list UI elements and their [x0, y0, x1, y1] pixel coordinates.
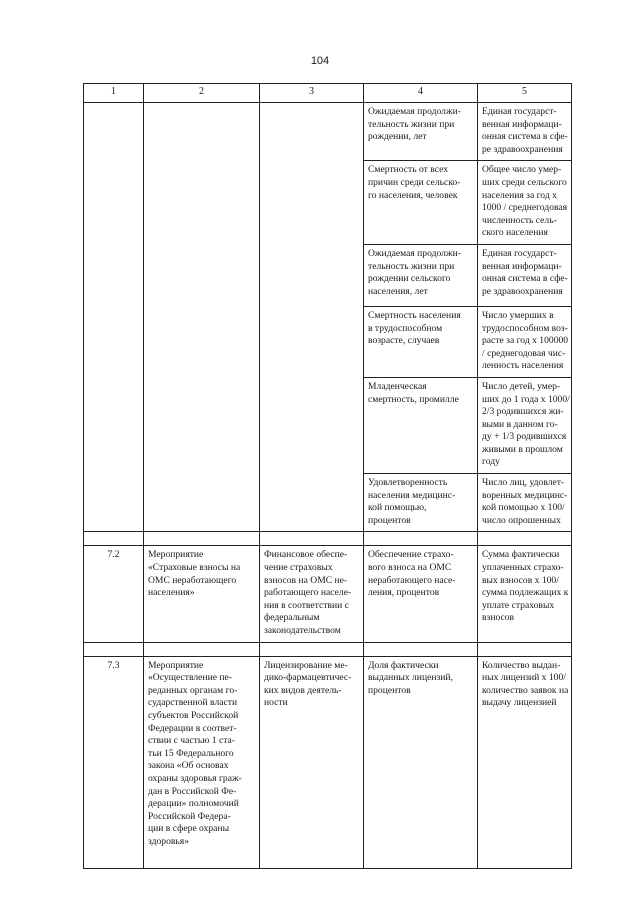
event-cell-line: «Страховые взносы на [148, 562, 241, 574]
method-cell [478, 103, 572, 161]
indicator-cell-line: Обеспечение страхо- [368, 549, 454, 561]
method-cell-line: расте за год х 100000 [482, 335, 569, 347]
indicator-cell-line: смертность, промилле [368, 393, 459, 405]
indicator-cell-line: вого взноса на ОМС [368, 562, 452, 574]
row-number-cell: 7.2 [84, 546, 144, 642]
method-cell-line: живыми в прошлом [482, 443, 563, 455]
indicator-cell-line: рождении, лет [368, 131, 427, 143]
header-col-4: 4 [364, 84, 478, 103]
event-cell [144, 656, 260, 868]
indicator-cell-line: возрасте, случаев [368, 335, 440, 347]
method-cell-line: Единая государст- [482, 247, 557, 259]
event-cell-line: субъектов Российской [148, 709, 239, 721]
empty-cell-description [260, 103, 364, 532]
header-col-5: 5 [478, 84, 572, 103]
method-cell-line: кой помощью х 100/ [482, 502, 565, 514]
row-gap [84, 642, 572, 656]
description-cell-line: взносов на ОМС не- [264, 574, 348, 586]
gap-cell [478, 642, 572, 656]
method-cell [478, 474, 572, 532]
method-cell-line: 1000 / среднегодовая [482, 202, 568, 214]
indicator-cell [364, 103, 478, 161]
description-cell-line: ких видов деятель- [264, 684, 342, 696]
event-cell-line: реданных органам го- [148, 684, 238, 696]
gap-cell [260, 642, 364, 656]
gap-cell [144, 532, 260, 546]
header-col-2: 2 [144, 84, 260, 103]
method-cell-line: году [482, 456, 500, 468]
method-cell-line: уплаченных страхо- [482, 562, 564, 574]
indicator-cell-line: Доля фактически [368, 659, 439, 671]
measures-table [83, 83, 572, 869]
gap-cell [364, 532, 478, 546]
method-cell-line: уплате страховых [482, 599, 555, 611]
method-cell-line: Число детей, умер- [482, 380, 561, 392]
event-cell-line: дан в Российской Фе- [148, 785, 237, 797]
method-cell [478, 161, 572, 245]
method-cell-line: ших среди сельского [482, 176, 567, 188]
indicator-cell-line: Ожидаемая продолжи- [368, 106, 461, 117]
event-cell-line: Мероприятие [148, 549, 204, 561]
indicator-cell-line: тельность жизни при [368, 260, 455, 272]
empty-cell-event [144, 103, 260, 532]
method-cell-line: трудоспособном воз- [482, 322, 568, 334]
indicator-cell-line: населения медицинс- [368, 489, 456, 501]
page-number: 104 [310, 55, 330, 67]
description-cell-line: федеральным [264, 612, 320, 624]
description-cell-line: работающего населе- [264, 587, 352, 599]
indicator-cell-line: Младенческая [368, 380, 427, 392]
indicator-cell-line: населения, лет [368, 285, 428, 297]
method-cell-line: вых взносов х 100/ [482, 574, 559, 586]
method-cell [478, 306, 572, 377]
header-row [84, 84, 572, 103]
method-cell [478, 244, 572, 306]
method-cell-line: Общее число умер- [482, 164, 562, 176]
event-cell-line: ции в сфере охраны [148, 823, 230, 835]
event-cell-line: сударственной власти [148, 697, 238, 709]
event-cell-line: дерации» полномочий [148, 798, 239, 810]
description-cell-line: Лицензирование ме- [264, 659, 348, 671]
description-cell-line: чение страховых [264, 562, 333, 574]
method-cell-line: Число лиц, удовлет- [482, 477, 565, 489]
indicator-cell [364, 244, 478, 306]
method-cell-line: выми в данном го- [482, 418, 558, 430]
method-cell-line: 2/3 родившихся жи- [482, 406, 564, 418]
method-cell-line: ре здравоохранения [482, 143, 563, 155]
gap-cell [478, 532, 572, 546]
description-cell-line: законодательством [264, 625, 341, 636]
method-cell-line: Сумма фактически [482, 549, 560, 561]
method-cell-line: количество заявок на [482, 684, 569, 696]
method-cell-line: взносов [482, 612, 515, 624]
indicator-cell [364, 546, 478, 642]
description-cell-line: ности [264, 697, 288, 709]
gap-cell [84, 642, 144, 656]
gap-cell [364, 642, 478, 656]
method-cell-line: венная информаци- [482, 260, 562, 272]
event-cell-line: здоровья» [148, 835, 190, 847]
method-cell-line: Количество выдан- [482, 659, 561, 671]
row-number-cell: 7.3 [84, 656, 144, 868]
method-cell-line: Число умерших в [482, 309, 554, 321]
indicator-cell-line: процентов [368, 514, 411, 526]
method-cell-line: Единая государст- [482, 106, 557, 117]
description-cell [260, 546, 364, 642]
method-cell-line: ре здравоохранения [482, 285, 563, 297]
event-cell-line: «Осуществление пе- [148, 672, 232, 684]
event-cell-line: Федерации в соответ- [148, 722, 237, 734]
indicator-cell-line: Удовлетворенность [368, 477, 448, 489]
method-cell [478, 656, 572, 868]
indicator-cell-line: рождении сельского [368, 273, 451, 285]
gap-cell [144, 642, 260, 656]
method-cell-line: ленность населения [482, 360, 564, 372]
gap-cell [84, 532, 144, 546]
indicator-cell-line: тельность жизни при [368, 118, 455, 130]
event-cell-line: ствии с частью 1 ста- [148, 735, 235, 747]
table-row [84, 546, 572, 642]
method-cell-line: сумма подлежащих к [482, 587, 569, 599]
method-cell-line: воренных медицинс- [482, 489, 568, 501]
indicator-cell-line: в трудоспособном [368, 322, 443, 334]
method-cell-line: ных лицензий х 100/ [482, 672, 566, 684]
event-cell-line: Российской Федера- [148, 810, 231, 822]
table-row [84, 103, 572, 161]
indicator-cell [364, 306, 478, 377]
event-cell-line: закона «Об основах [148, 760, 229, 772]
indicator-cell [364, 656, 478, 868]
indicator-cell-line: процентов [368, 684, 411, 696]
description-cell [260, 656, 364, 868]
row-gap [84, 532, 572, 546]
event-cell-line: ОМС неработающего [148, 574, 237, 586]
method-cell-line: ду + 1/3 родившихся [482, 431, 567, 443]
method-cell-line: численность сель- [482, 214, 557, 226]
method-cell-line: / среднегодовая чис- [482, 347, 566, 359]
method-cell-line: число опрошенных [482, 514, 561, 526]
method-cell [478, 377, 572, 473]
indicator-cell [364, 474, 478, 532]
method-cell-line: ского населения [482, 227, 548, 239]
method-cell-line: выдачу лицензией [482, 697, 557, 709]
indicator-cell-line: причин среди сельско- [368, 176, 461, 188]
event-cell-line: населения» [148, 587, 195, 599]
empty-cell-num [84, 103, 144, 532]
method-cell-line: венная информаци- [482, 118, 562, 130]
event-cell-line: тьи 15 Федерального [148, 747, 234, 759]
header-col-3: 3 [260, 84, 364, 103]
method-cell-line: онная система в сфе- [482, 131, 568, 143]
header-col-1: 1 [84, 84, 144, 103]
method-cell-line: населения за год х [482, 189, 557, 201]
table-row [84, 656, 572, 868]
event-cell-line: охраны здоровья граж- [148, 772, 242, 784]
event-cell [144, 546, 260, 642]
description-cell-line: Финансовое обеспе- [264, 549, 348, 561]
indicator-cell-line: го населения, человек [368, 189, 458, 201]
indicator-cell-line: Смертность от всех [368, 164, 449, 176]
event-cell-line: Мероприятие [148, 659, 204, 671]
indicator-cell [364, 377, 478, 473]
description-cell-line: ния в соответствии с [264, 599, 349, 611]
description-cell-line: дико-фармацевтичес- [264, 672, 352, 684]
method-cell [478, 546, 572, 642]
indicator-cell-line: выданных лицензий, [368, 672, 453, 684]
method-cell-line: онная система в сфе- [482, 273, 568, 285]
indicator-cell-line: неработающего насе- [368, 574, 456, 586]
method-cell-line: ших до 1 года х 1000/ [482, 393, 570, 405]
indicator-cell-line: ления, процентов [368, 587, 440, 599]
gap-cell [260, 532, 364, 546]
indicator-cell-line: кой помощью, [368, 502, 427, 514]
indicator-cell-line: Ожидаемая продолжи- [368, 247, 461, 259]
indicator-cell-line: Смертность населения [368, 309, 461, 321]
indicator-cell [364, 161, 478, 245]
